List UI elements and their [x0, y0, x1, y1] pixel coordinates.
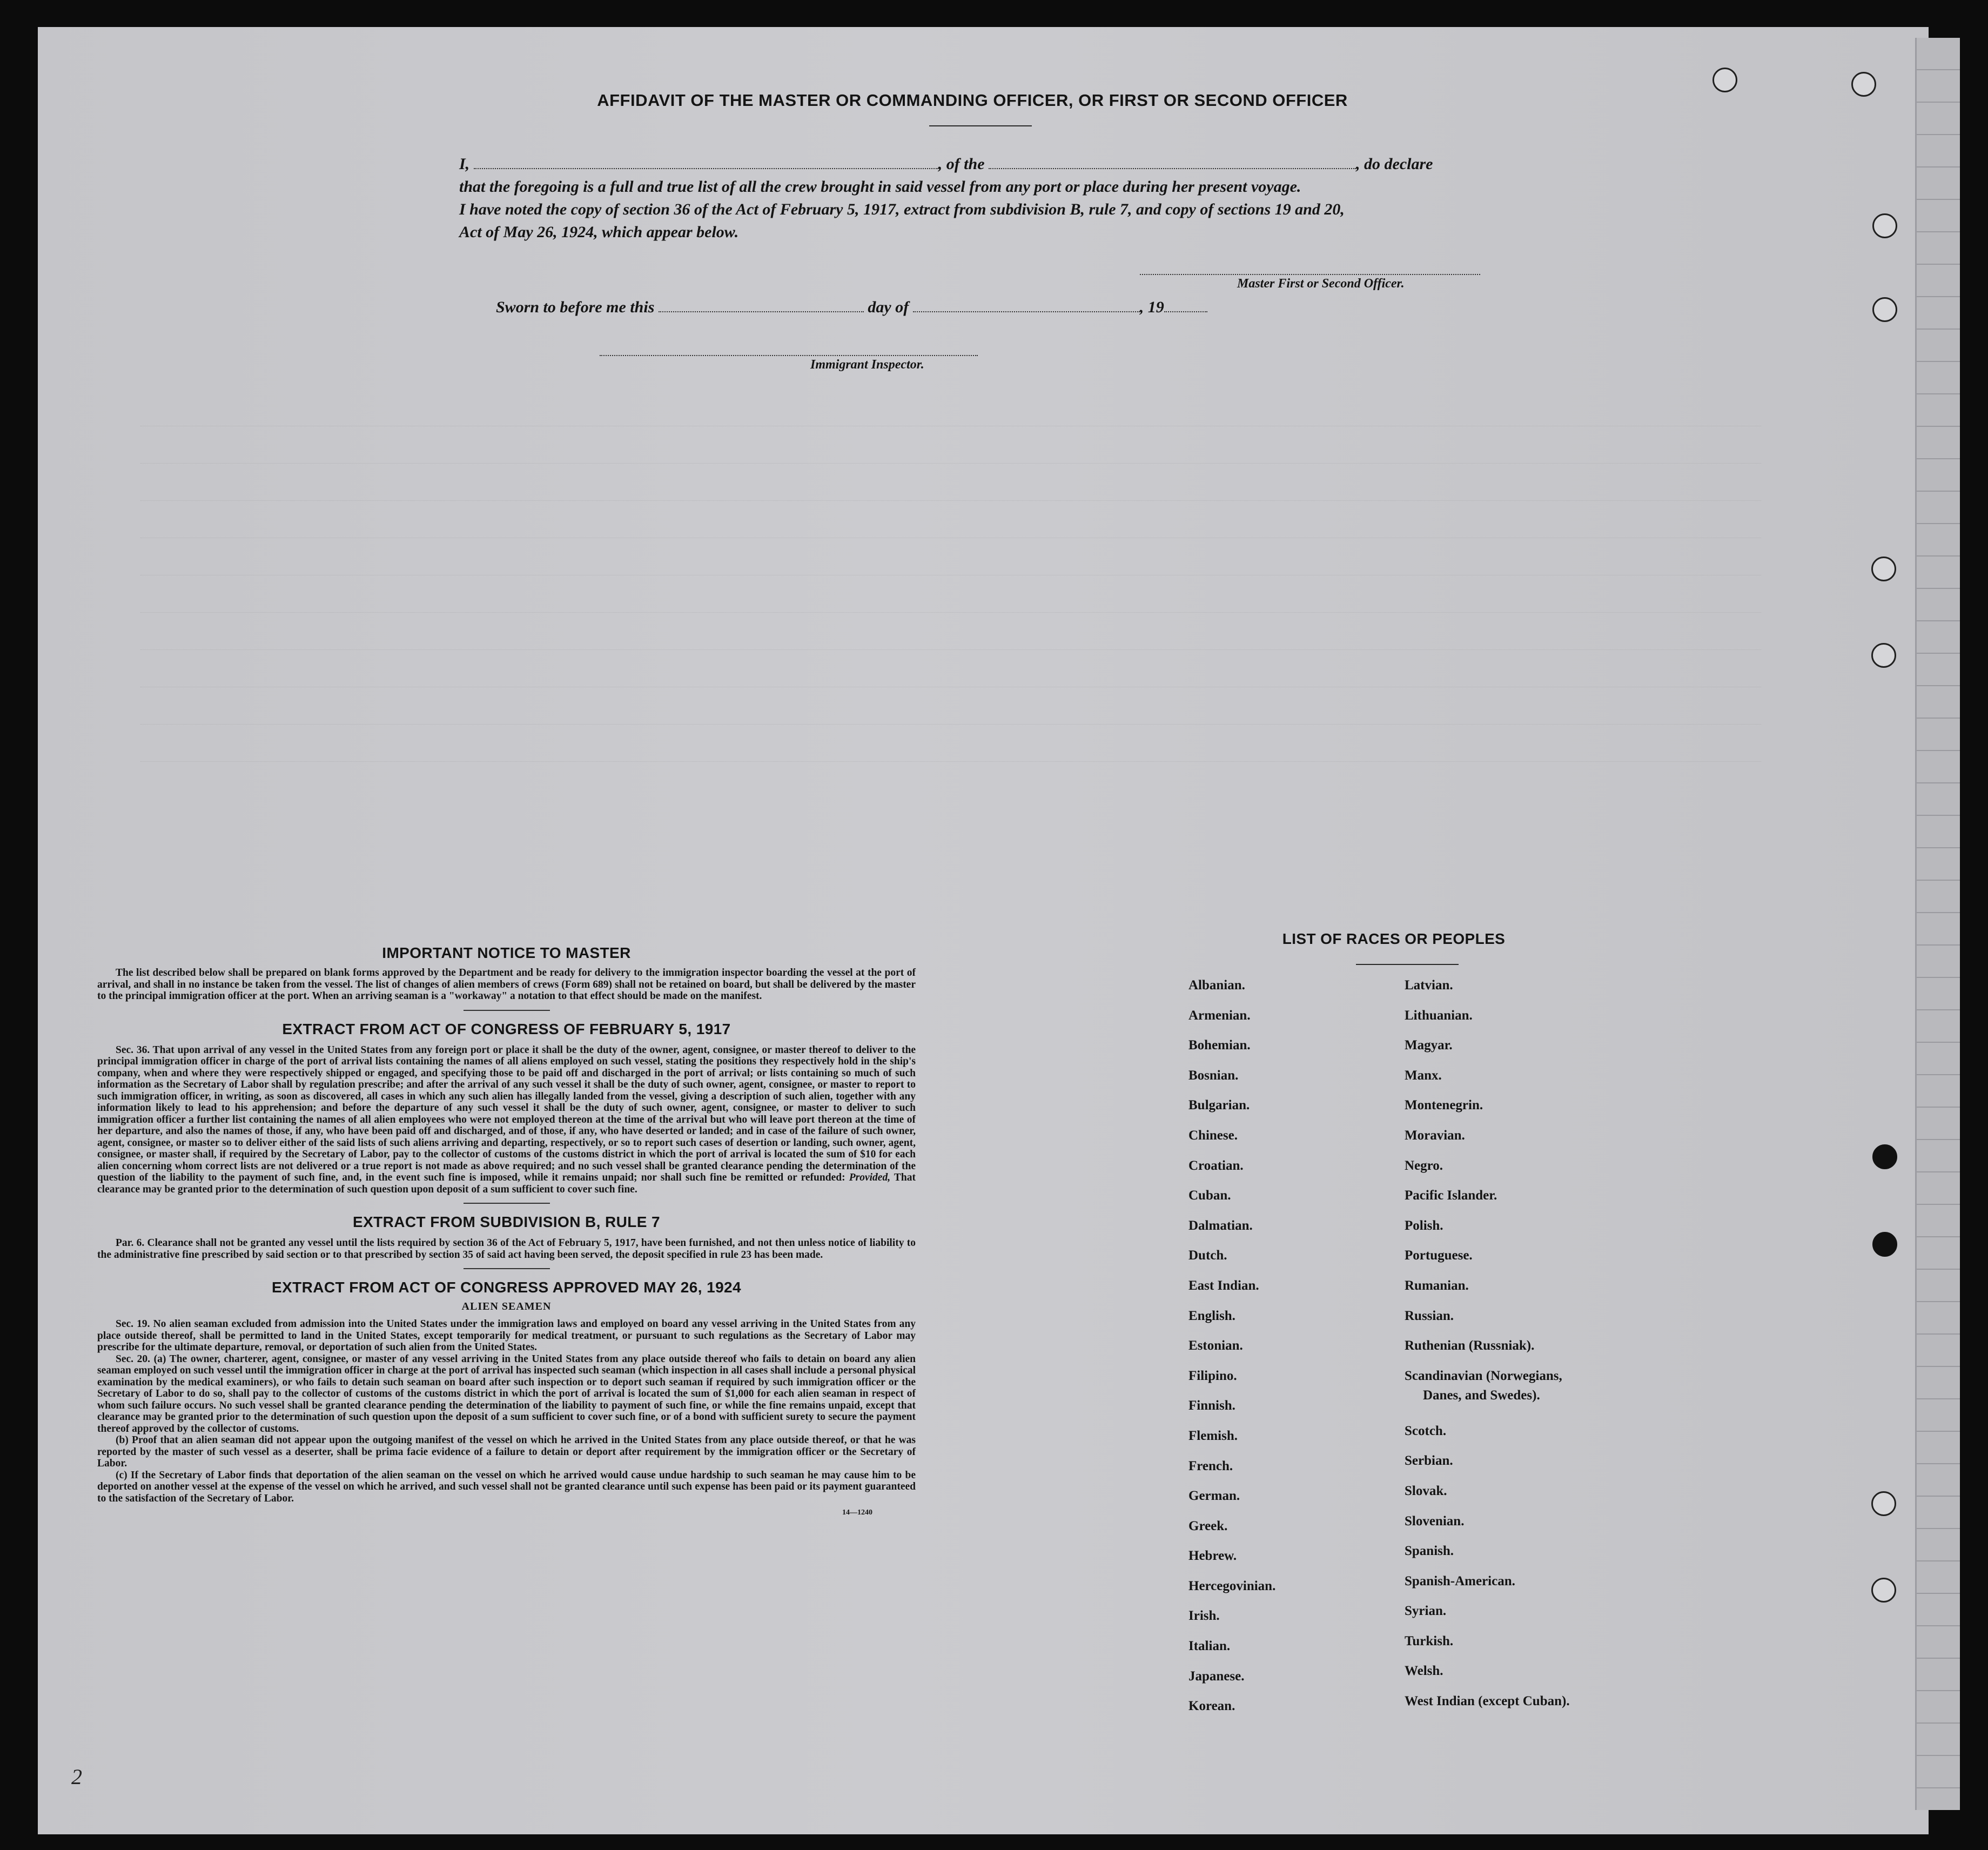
race-item: Bosnian. [1188, 1068, 1239, 1083]
declaration-line-4: Act of May 26, 1924, which appear below. [459, 223, 739, 241]
do-declare-label: , do declare [1356, 155, 1433, 173]
binder-hole-icon [1871, 1578, 1896, 1603]
race-item: Portuguese. [1405, 1248, 1473, 1263]
race-item: Slovak. [1405, 1483, 1447, 1498]
binder-hole-icon [1872, 1144, 1897, 1169]
of-the-label: , of the [938, 155, 985, 173]
extract-1924-text [97, 1318, 916, 1504]
declaration-line-2: that the foregoing is a full and true list of all the crew brought in said vessel from any port or place during her present voyage. [459, 178, 1301, 196]
form-number: 14—1240 [842, 1509, 872, 1517]
race-item: Magyar. [1405, 1038, 1453, 1053]
master-name-field[interactable] [474, 154, 938, 169]
binder-hole-icon [1871, 1491, 1896, 1516]
binder-hole-icon [1871, 557, 1896, 581]
race-item: Dalmatian. [1188, 1218, 1253, 1233]
race-item: Syrian. [1405, 1604, 1447, 1619]
extract-1924-title: EXTRACT FROM ACT OF CONGRESS APPROVED MAY 26, 1924 [272, 1279, 741, 1296]
sec20b-text: (b) Proof that an alien seaman did not appear upon the outgoing manifest of the vessel on which he arrived in the United States from any place outside thereof, or that he was reported by the master of such vessel as a deserter, shall be prima facie evidence of a failure to detain or deport after requirement by the immigration officer or the Secretary of Labor. [97, 1435, 916, 1469]
master-signature-line[interactable] [1140, 273, 1480, 275]
race-item: Moravian. [1405, 1128, 1465, 1143]
race-item: Chinese. [1188, 1128, 1238, 1143]
race-item: Armenian. [1188, 1008, 1251, 1023]
race-item: Flemish. [1188, 1428, 1238, 1443]
race-item: Dutch. [1188, 1248, 1227, 1263]
provided-label: Provided, [849, 1172, 891, 1183]
rule7-paragraph: Par. 6. Clearance shall not be granted any vessel until the lists required by section 36 of the Act of February 5, 1917, have been furnished, and not then unless notice of liability to the administrative fine prescribed by said section or to that prescribed by section 35 of said act having been served, the deposit specified in rule 23 has been made. [97, 1237, 916, 1261]
master-signature-label: Master First or Second Officer. [1237, 277, 1405, 291]
affidavit-declaration [459, 153, 1502, 244]
race-item: Spanish-American. [1405, 1573, 1515, 1588]
sec36-text: That upon arrival of any vessel in the United States from any foreign port or place it shall be the duty of the owner, agent, consignee, or master thereof to deliver to the principal immigration officer in charge of the port of arrival lists containing the names of all aliens employed on such vessel, stating the positions they respectively hold in the ship's company, when and where they were respectively shipped or engaged, and specifying those to be paid off and discharged in the port of arrival; or lists containing so much of such information as the Secretary of Labor shall by regulation prescribe; and after the arrival of any such vessel it shall be the duty of such owner, agent, consignee, or master to report to such immigration officer, in writing, as soon as discovered, all cases in which any such alien has illegally landed from the vessel, giving a description of such alien, together with any information likely to lead to his apprehension; and before the departure of any such vessel it shall be the duty of such owner, agent, consignee, or master to deliver to such immigration officer a further list containing the names of all alien employees who were not employed thereon at the time of the arrival but who will leave port thereon at the time of her departure, and also the names of those, if any, who have been paid off and discharged, and of those, if any, who have deserted or landed; and in case of the failure of such owner, agent, consignee, or master so to deliver either of the said lists of such aliens arriving and departing, respectively, or so to report such cases of desertion or landing, such owner, agent, consignee, or master shall, if required by the Secretary of Labor, pay to the collector of customs of the customs district in which the port of arrival is located the sum of $10 for each alien concerning whom correct lists are not delivered or a true report is not made as above required; and no such vessel shall be granted clearance pending the determination of the question of the liability to the payment of such fine, and, in the event such fine is imposed, while it remains unpaid; nor shall such fine be remitted or refunded: [97, 1044, 916, 1183]
extract-1917-title: EXTRACT FROM ACT OF CONGRESS OF FEBRUARY 5, 1917 [282, 1020, 731, 1037]
races-title-underline [1356, 964, 1459, 965]
race-item: Finnish. [1188, 1398, 1235, 1413]
corner-handwritten-mark: 2 [71, 1765, 82, 1789]
sec19-label: Sec. 19. [116, 1318, 150, 1330]
race-item: Russian. [1405, 1308, 1454, 1323]
inspector-signature-label: Immigrant Inspector. [810, 358, 924, 372]
underlying-page-edge [1915, 38, 1960, 1810]
races-right-column [1405, 978, 1675, 1724]
race-item: Serbian. [1405, 1453, 1453, 1469]
binder-hole-icon [1851, 72, 1876, 97]
race-item: Ruthenian (Russniak). [1405, 1338, 1535, 1353]
binder-hole-icon [1872, 297, 1897, 322]
race-item: Bulgarian. [1188, 1098, 1250, 1113]
notice-title: IMPORTANT NOTICE TO MASTER [382, 944, 631, 961]
race-item: English. [1188, 1308, 1235, 1323]
race-item: Hebrew. [1188, 1549, 1237, 1564]
binder-hole-icon [1872, 1232, 1897, 1257]
affidavit-title: AFFIDAVIT OF THE MASTER OR COMMANDING OFFICER, OR FIRST OR SECOND OFFICER [597, 91, 1348, 110]
race-item: Pacific Islander. [1405, 1188, 1497, 1203]
sworn-year-field[interactable] [1164, 297, 1207, 312]
sec20c-text: (c) If the Secretary of Labor finds that deportation of the alien seaman on the vessel on which he arrived would cause undue hardship to such seaman he may cause him to be deported on another vessel at the expense of the vessel on which he arrived, and such vessel shall not be granted clearance until such expense has been paid or its payment guaranteed to the satisfaction of the Secretary of Labor. [97, 1469, 916, 1504]
binder-hole-icon [1872, 213, 1897, 238]
race-item: Cuban. [1188, 1188, 1231, 1203]
race-item: Estonian. [1188, 1338, 1243, 1353]
section-divider [464, 1010, 550, 1011]
race-item: Negro. [1405, 1158, 1443, 1173]
rule7-title: EXTRACT FROM SUBDIVISION B, RULE 7 [353, 1214, 660, 1230]
binder-hole-icon [1871, 643, 1896, 668]
sec36-text-end: That clearance may be granted prior to the determination of such question upon deposit of a sum sufficient to cover such fine. [97, 1172, 916, 1195]
races-left-column [1188, 978, 1383, 1729]
race-item: Korean. [1188, 1699, 1235, 1714]
declaration-line-3: I have noted the copy of section 36 of the Act of February 5, 1917, extract from subdivision B, rule 7, and copy of sections 19 and 20, [459, 200, 1345, 218]
race-item: German. [1188, 1489, 1240, 1504]
race-item: Hercegovinian. [1188, 1578, 1276, 1593]
binder-hole-icon [1712, 68, 1737, 92]
race-item: East Indian. [1188, 1278, 1259, 1293]
race-item: Albanian. [1188, 978, 1245, 993]
notice-text [97, 967, 916, 1002]
declaration-line-1 [459, 153, 1502, 176]
section-divider [464, 1268, 550, 1269]
inspector-signature-line[interactable] [600, 354, 978, 356]
race-item: Welsh. [1405, 1664, 1443, 1679]
alien-seamen-subtitle: ALIEN SEAMEN [461, 1301, 552, 1312]
race-item: Slovenian. [1405, 1513, 1465, 1529]
races-title: LIST OF RACES OR PEOPLES [1282, 930, 1506, 947]
section-divider [464, 1203, 550, 1204]
race-item: Scandinavian (Norwegians, [1405, 1368, 1562, 1383]
race-item: Scotch. [1405, 1423, 1447, 1438]
extract-1917-text [97, 1044, 916, 1196]
sworn-label: Sworn to before me this [496, 298, 655, 316]
vessel-name-field[interactable] [989, 154, 1356, 169]
notice-paragraph: The list described below shall be prepared on blank forms approved by the Department and be ready for delivery to the immigration inspector boarding the vessel at the port of arrival, and shall in no instance be taken from the vessel. The list of changes of alien members of crews (Form 689) shall not be retained on board, but shall be delivered by the master to the principal immigration officer at the port. When an arriving seaman is a "workaway" a notation to that effect should be made on the manifest. [97, 967, 916, 1002]
race-item: Spanish. [1405, 1544, 1454, 1559]
day-of-label: day of [868, 298, 909, 316]
sworn-day-field[interactable] [659, 297, 864, 312]
race-item: Filipino. [1188, 1368, 1237, 1383]
race-item: Latvian. [1405, 978, 1453, 993]
race-item: Danes, and Swedes). [1423, 1388, 1540, 1403]
race-item: Montenegrin. [1405, 1098, 1483, 1113]
sec19-text: No alien seaman excluded from admission into the United States under the immigration laws and employed on board any vessel arriving in the United States from any place outside thereof, shall be permitted to land in the United States, except temporarily for medical treatment, or pursuant to such regulations as the Secretary of Labor may prescribe for the ultimate departure, removal, or deportation of such alien from the United States. [97, 1318, 916, 1353]
sworn-month-field[interactable] [913, 297, 1140, 312]
sec36-label: Sec. 36. [116, 1044, 150, 1056]
sworn-line [496, 296, 1360, 319]
race-item: Greek. [1188, 1518, 1228, 1533]
race-item: Irish. [1188, 1608, 1220, 1624]
race-item: Italian. [1188, 1639, 1231, 1654]
race-item: West Indian (except Cuban). [1405, 1694, 1570, 1709]
i-label: I, [459, 155, 470, 173]
year-prefix-label: , 19 [1139, 298, 1164, 316]
race-item: Manx. [1405, 1068, 1442, 1083]
race-item: Turkish. [1405, 1633, 1454, 1648]
race-item: Rumanian. [1405, 1278, 1469, 1293]
race-item: Croatian. [1188, 1158, 1244, 1173]
legal-notices [97, 944, 916, 1517]
race-item: Bohemian. [1188, 1038, 1251, 1053]
race-item: Polish. [1405, 1218, 1443, 1233]
title-underline [929, 125, 1032, 126]
race-item: Lithuanian. [1405, 1008, 1473, 1023]
sec20-label: Sec. 20. [116, 1353, 151, 1365]
race-item: Japanese. [1188, 1668, 1245, 1684]
rule7-text [97, 1237, 916, 1261]
sec20a-text: (a) The owner, charterer, agent, consignee, or master of any vessel arriving in the United States from any place outside thereof who fails to detain on board any alien seaman employed on such vessel until the immigration officer in charge at the port of arrival has inspected such seaman (which inspection in all cases shall include a personal physical examination by the medical examiners), or who fails to detain such seaman on board after such inspection or to deport such seaman if required by such immigration officer or the Secretary of Labor to do so, shall pay to the collector of customs of the customs district in which the port of arrival is located the sum of $1,000 for each alien seaman in respect of whom such failure occurs. No such vessel shall be granted clearance pending the determination of the liability to payment of such fine, or while the fine remains unpaid, except that clearance may be granted prior to the determination of such question upon the deposit of a sum sufficient to cover such fine, or of a bond with sufficient surety to secure the payment thereof approved by the collector of customs. [97, 1353, 916, 1435]
race-item: French. [1188, 1458, 1233, 1473]
bleed-through-texture [140, 389, 1761, 762]
